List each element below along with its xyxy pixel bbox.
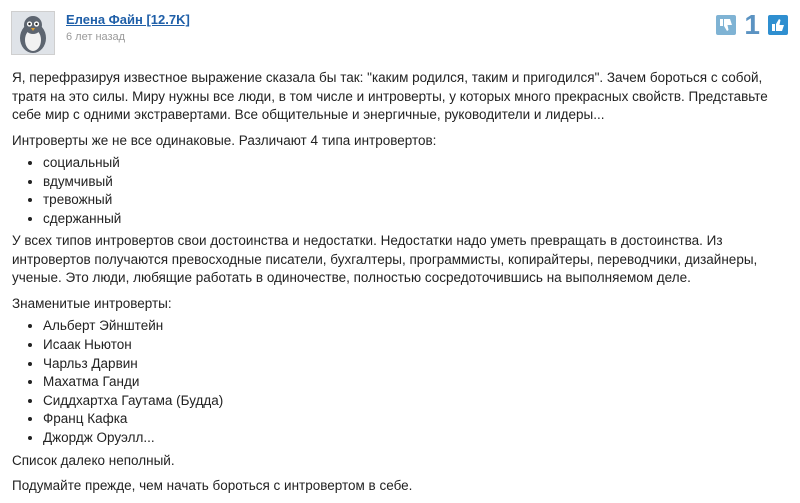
paragraph-incomplete: Список далеко неполный. [12,452,175,468]
list-item: • Исаак Ньютон [43,336,788,355]
paragraph-strengths: У всех типов интровертов свои достоинства и недостатки. Недостатки надо уметь превращать в достоинства. Из интровертов получаются превосходные писатели, бухгалтеры, программисты, копирайтеры, переводчики, дизайнеры, ученые. Это люди, любящие работать в одиночестве, полностью сосредоточившись на выполняемом деле. [12,233,758,286]
list-item: • сдержанный [43,210,788,229]
vote-score: 1 [744,9,760,40]
famous-introverts-list [12,317,788,447]
vote-up-button[interactable] [768,15,788,35]
thumb-up-icon [771,18,785,32]
list-item: • Махатма Ганди [43,373,788,392]
thumb-down-icon [719,18,733,32]
list-item: • Чарльз Дарвин [43,355,788,374]
paragraph-closing: Подумайте прежде, чем начать бороться с интровертом в себе. [12,478,413,494]
vote-down-button[interactable] [716,15,736,35]
list-item: • Альберт Эйнштейн [43,317,788,336]
list-item: • вдумчивый [43,173,788,192]
answer-body [12,69,788,503]
list-item: • тревожный [43,191,788,210]
list-item: • Сиддхартха Гаутама (Будда) [43,392,788,411]
post-timestamp: 6 лет назад [66,31,126,43]
vote-widget [716,11,788,39]
list-item: • Джордж Оруэлл... [43,429,788,448]
penguin-avatar-icon [12,12,54,54]
list-item: • Франц Кафка [43,410,788,429]
paragraph-types-heading: Интроверты же не все одинаковые. Различают 4 типа интровертов: [12,132,437,148]
author-name-link[interactable]: Елена Файн [12.7K] [66,12,190,27]
introvert-types-list [12,154,788,228]
avatar[interactable] [11,11,55,55]
paragraph-famous-heading: Знаменитые интроверты: [12,295,172,311]
paragraph-intro: Я, перефразируя известное выражение сказала бы так: "каким родился, таким и пригодился". Зачем бороться с собой, тратя на это силы. Миру нужны все люди, в том числе и интроверты, у которых много прекрасных свойств. Представьте себе мир с одними экстравертами. Все общительные и энергичные, руководители и лидеры... [12,70,768,122]
list-item: • социальный [43,154,788,173]
